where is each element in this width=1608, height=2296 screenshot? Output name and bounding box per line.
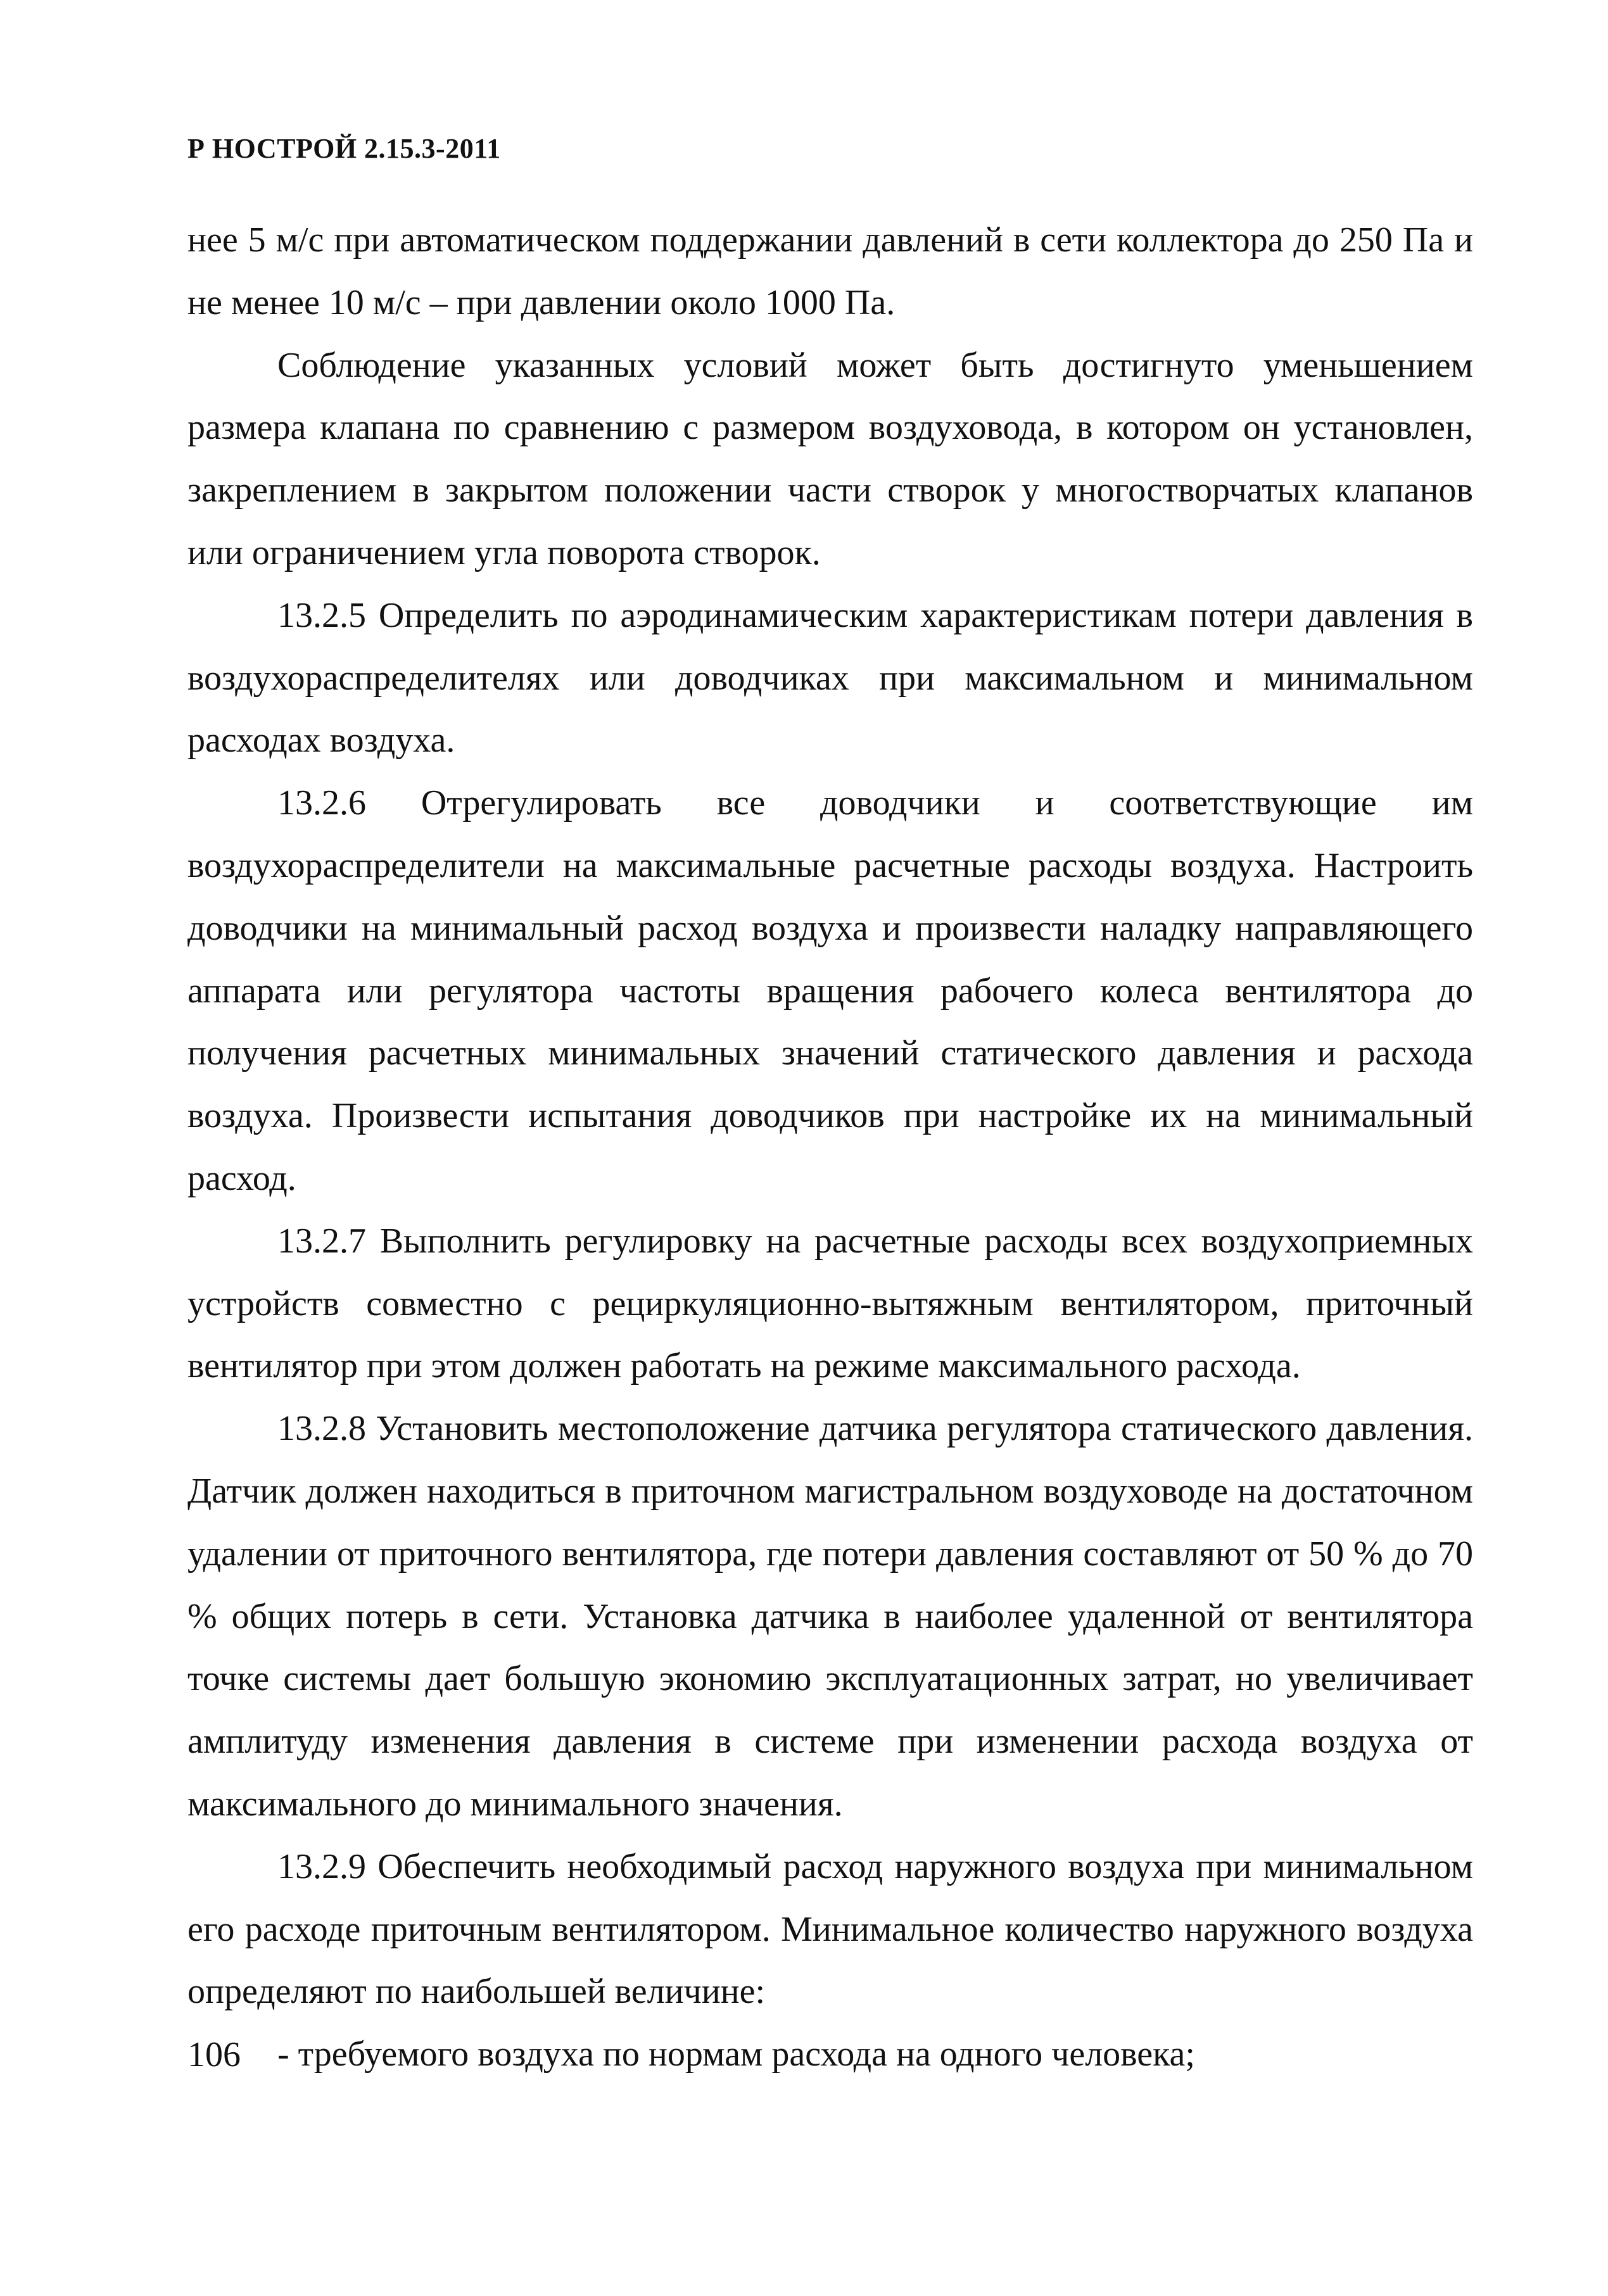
paragraph-13-2-8: 13.2.8 Установить местоположение датчика регулятора статического давления. Датчик должен находиться в приточном магистральном воздуховоде на достаточном удалении от приточного вентилятора, где потери давления составляют от 50 % до 70 % общих потерь в сети. Установка датчика в наиболее удаленной от вентилятора точке системы дает большую экономию эксплуатационных затрат, но увеличивает амплитуду изменения давления в системе при изменении расхода воздуха от максимального до минимального значения.	[187, 1409, 1473, 1824]
paragraph-13-2-7: 13.2.7 Выполнить регулировку на расчетные расходы всех воздухоприемных устройств совместно с рециркуляционно-вытяжным вентилятором, приточный вентилятор при этом должен работать на режиме максимального расхода.	[187, 1221, 1473, 1386]
document-body	[187, 209, 1473, 2086]
paragraph-13-2-6: 13.2.6 Отрегулировать все доводчики и соответствующие им воздухораспределители на максимальные расчетные расходы воздуха. Настроить доводчики на минимальный расход воздуха и произвести наладку направляющего аппарата или регулятора частоты вращения рабочего колеса вентилятора до получения расчетных минимальных значений статического давления и расхода воздуха. Произвести испытания доводчиков при настройке их на минимальный расход.	[187, 783, 1473, 1198]
page-number: 106	[187, 2035, 241, 2074]
paragraph-continuation: нее 5 м/с при автоматическом поддержании давлений в сети коллектора до 250 Па и не менее 10 м/с – при давлении около 1000 Па.	[187, 220, 1473, 322]
paragraph-conditions: Соблюдение указанных условий может быть достигнуто уменьшением размера клапана по сравнению с размером воздуховода, в котором он установлен, закреплением в закрытом положении части створок у многостворчатых клапанов или ограничением угла поворота створок.	[187, 345, 1473, 572]
document-code-header: Р НОСТРОЙ 2.15.3-2011	[187, 133, 501, 164]
paragraph-13-2-9: 13.2.9 Обеспечить необходимый расход наружного воздуха при минимальном его расходе приточным вентилятором. Минимальное количество наружного воздуха определяют по наибольшей величине:	[187, 1846, 1473, 2012]
list-item: - требуемого воздуха по нормам расхода на одного человека;	[277, 2034, 1195, 2074]
paragraph-13-2-5: 13.2.5 Определить по аэродинамическим характеристикам потери давления в воздухораспределителях или доводчиках при максимальном и минимальном расходах воздуха.	[187, 595, 1473, 760]
